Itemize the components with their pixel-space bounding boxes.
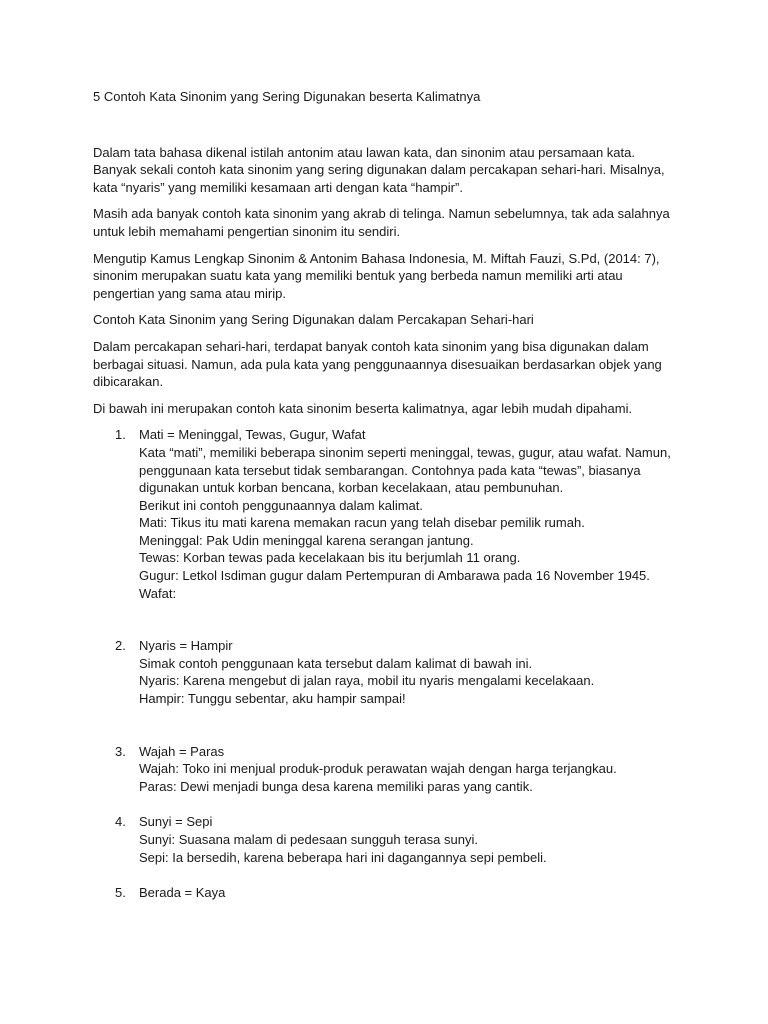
list-number: 1. [115,427,126,443]
list-number: 3. [115,743,126,759]
list-number: 2. [115,638,126,654]
paragraph-context: Masih ada banyak contoh kata sinonim yang akrab di telinga. Namun sebelumnya, tak ada salahnya untuk lebih memahami pengertian sinonim itu sendiri. [93,206,670,239]
list-item-heading: Wajah = Paras [139,743,225,759]
list-number: 4. [115,814,126,830]
list-item-heading: Nyaris = Hampir [139,638,233,654]
list-spacer [93,602,673,637]
paragraph-intro: Dalam tata bahasa dikenal istilah antonim atau lawan kata, dan sinonim atau persamaan kata. Banyak sekali contoh kata sinonim yang sering digunakan dalam percakapan sehari-hari. Misalnya, kata “nyaris” yang memiliki kesamaan arti dengan kata “hampir”. [93,144,665,195]
list-item-text: Wafat: [139,585,177,601]
list-item-heading: Berada = Kaya [139,885,226,901]
list-item-heading: Sunyi = Sepi [139,814,213,830]
list-item-text: Hampir: Tunggu sebentar, aku hampir sampai! [139,691,406,707]
list-spacer [93,866,673,884]
list-item-text: Wajah: Toko ini menjual produk-produk perawatan wajah dengan harga terjangkau. [139,761,617,777]
section-heading: Contoh Kata Sinonim yang Sering Digunakan dalam Percakapan Sehari-hari [93,312,534,328]
paragraph-usage: Dalam percakapan sehari-hari, terdapat banyak contoh kata sinonim yang bisa digunakan dalam berbagai situasi. Namun, ada pula kata yang penggunaannya disesuaikan berdasarkan objek yang dibicarakan. [93,338,662,390]
list-item-text: Paras: Dewi menjadi bunga desa karena memiliki paras yang cantik. [139,778,533,794]
paragraph-list-intro: Di bawah ini merupakan contoh kata sinonim beserta kalimatnya, agar lebih mudah dipahami. [93,400,633,416]
list-item-text: Nyaris: Karena mengebut di jalan raya, mobil itu nyaris mengalami kecelakaan. [139,673,595,689]
list-item [93,637,673,707]
list-item-text: Sepi: Ia bersedih, karena beberapa hari ini dagangannya sepi pembeli. [139,849,547,865]
document-title: 5 Contoh Kata Sinonim yang Sering Digunakan beserta Kalimatnya [93,89,481,104]
list-item-heading: Mati = Meninggal, Tewas, Gugur, Wafat [139,427,366,443]
list-item [93,813,673,866]
list-spacer [93,795,673,813]
list-item [93,743,673,796]
paragraph-definition: Mengutip Kamus Lengkap Sinonim & Antonim Bahasa Indonesia, M. Miftah Fauzi, S.Pd, (2014: 7), sinonim merupakan suatu kata yang memiliki bentuk yang berbeda namun memiliki arti atau pengertian yang sama atau mirip. [93,250,660,301]
list-item-text: Berikut ini contoh penggunaannya dalam kalimat. [139,497,424,513]
document-body [93,88,673,902]
list-spacer [93,708,673,743]
list-item [93,884,673,902]
list-item-text: Sunyi: Suasana malam di pedesaan sungguh terasa sunyi. [139,832,478,847]
list-item-text: Gugur: Letkol Isdiman gugur dalam Pertempuran di Ambarawa pada 16 November 1945. [139,568,650,584]
list-item-text: Kata “mati”, memiliki beberapa sinonim seperti meninggal, tewas, gugur, atau wafat. Namun, penggunaan kata tersebut tidak sembarangan. Contohnya pada kata “tewas”, biasanya digunakan untuk korban bencana, korban kecelakaan, atau pembunuhan. [139,444,671,496]
list-item-text: Mati: Tikus itu mati karena memakan racun yang telah disebar pemilik rumah. [139,515,585,531]
list-item-text: Tewas: Korban tewas pada kecelakaan bis itu berjumlah 11 orang. [139,550,521,566]
list-item-text: Meninggal: Pak Udin meninggal karena serangan jantung. [139,532,474,548]
list-number: 5. [115,885,126,901]
list-item [93,426,673,602]
synonym-list [93,426,673,901]
list-item-text: Simak contoh penggunaan kata tersebut dalam kalimat di bawah ini. [139,655,533,671]
